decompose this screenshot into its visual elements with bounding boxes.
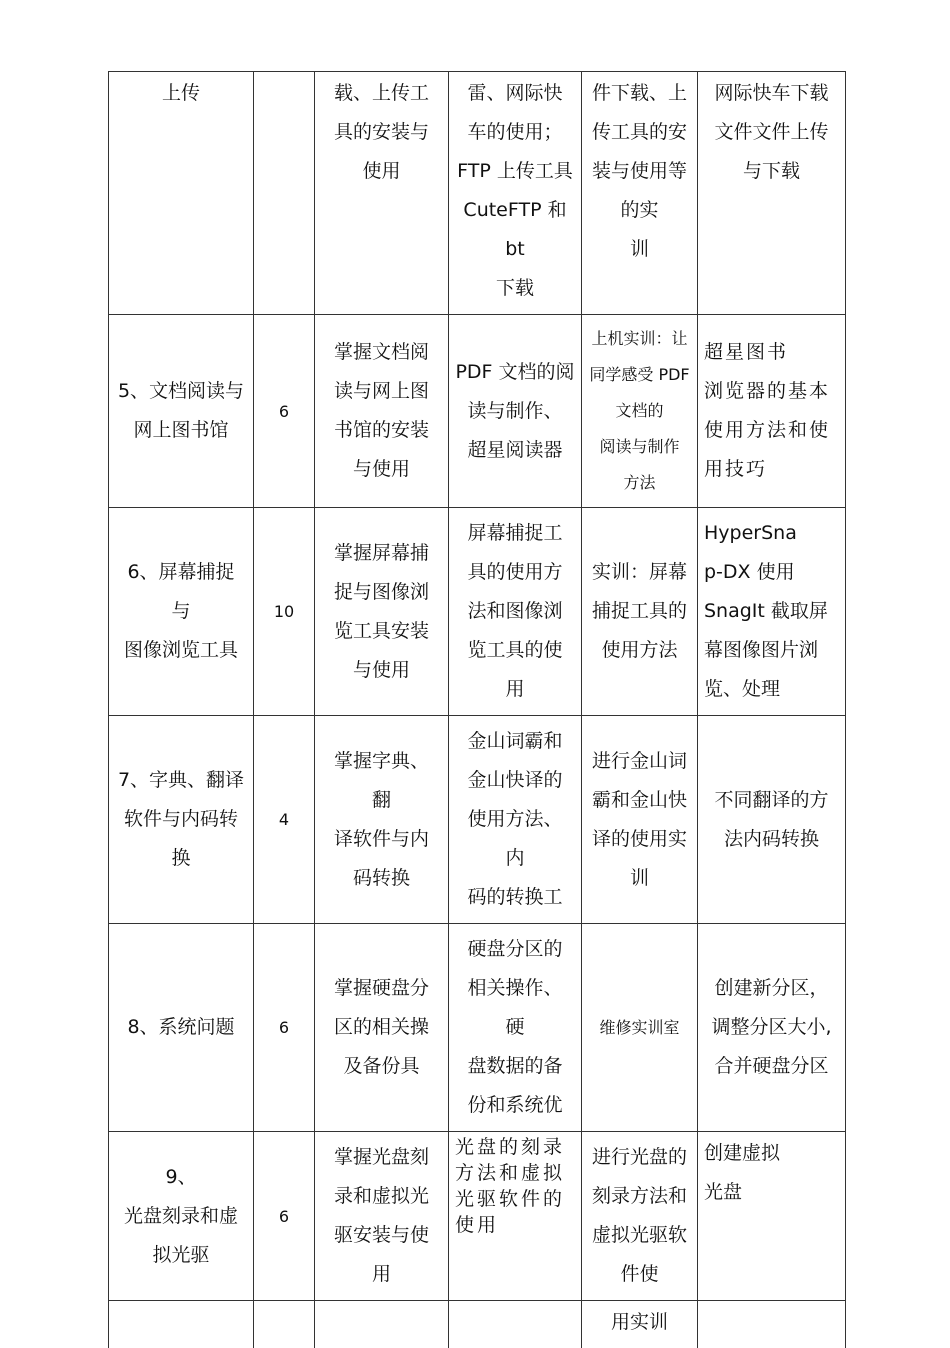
hours-cell: 6 — [254, 1132, 315, 1301]
content-cell: 硬盘分区的 相关操作、 硬 盘数据的备 份和系统优 — [449, 924, 582, 1132]
topic-cell: 8、系统问题 — [109, 924, 254, 1132]
content-cell: 光盘的刻录 方法和虚拟 光驱软件的 使用 — [449, 1132, 582, 1301]
content-cell: 金山词霸和 金山快译的 使用方法、 内 码的转换工 — [449, 716, 582, 924]
content-cell: 屏幕捕捉工 具的使用方 法和图像浏 览工具的使 用 — [449, 508, 582, 716]
table-row — [109, 1132, 846, 1301]
skills-cell — [698, 1301, 846, 1348]
practice-cell: 上机实训：让 同学感受 PDF 文档的 阅读与制作 方法 — [582, 315, 698, 508]
hours-cell — [254, 1301, 315, 1348]
goal-cell: 掌握屏幕捕 捉与图像浏 览工具安装 与使用 — [315, 508, 449, 716]
goal-cell — [315, 1301, 449, 1348]
topic-cell: 5、文档阅读与 网上图书馆 — [109, 315, 254, 508]
skills-cell: HyperSna p-DX 使用 SnagIt 截取屏 幕图像图片浏 览、处理 — [698, 508, 846, 716]
practice-cell: 用实训 — [582, 1301, 698, 1348]
practice-cell: 进行光盘的 刻录方法和 虚拟光驱软 件使 — [582, 1132, 698, 1301]
skills-cell: 创建新分区， 调整分区大小, 合并硬盘分区 — [698, 924, 846, 1132]
topic-cell: 6、屏幕捕捉 与 图像浏览工具 — [109, 508, 254, 716]
table-row — [109, 924, 846, 1132]
hours-cell: 4 — [254, 716, 315, 924]
skills-cell: 超星图书 浏览器的基本 使用方法和使 用技巧 — [698, 315, 846, 508]
course-table — [108, 71, 846, 1348]
topic-cell — [109, 1301, 254, 1348]
content-cell: PDF 文档的阅 读与制作、 超星阅读器 — [449, 315, 582, 508]
table-row — [109, 716, 846, 924]
topic-cell: 9、 光盘刻录和虚 拟光驱 — [109, 1132, 254, 1301]
hours-cell: 6 — [254, 924, 315, 1132]
content-cell: 雷、网际快 车的使用； FTP 上传工具 CuteFTP 和 bt 下载 — [449, 72, 582, 315]
hours-cell: 6 — [254, 315, 315, 508]
goal-cell: 掌握光盘刻 录和虚拟光 驱安装与使 用 — [315, 1132, 449, 1301]
hours-cell: 10 — [254, 508, 315, 716]
table-row — [109, 508, 846, 716]
topic-cell: 7、字典、翻译 软件与内码转 换 — [109, 716, 254, 924]
table-row — [109, 72, 846, 315]
skills-cell: 创建虚拟 光盘 — [698, 1132, 846, 1301]
skills-cell: 网际快车下载 文件文件上传 与下载 — [698, 72, 846, 315]
skills-cell: 不同翻译的方 法内码转换 — [698, 716, 846, 924]
practice-cell: 件下载、上 传工具的安 装与使用等 的实 训 — [582, 72, 698, 315]
goal-cell: 掌握文档阅 读与网上图 书馆的安装 与使用 — [315, 315, 449, 508]
table-row — [109, 1301, 846, 1348]
topic-cell: 上传 — [109, 72, 254, 315]
goal-cell: 掌握字典、 翻 译软件与内 码转换 — [315, 716, 449, 924]
goal-cell: 掌握硬盘分 区的相关操 及备份具 — [315, 924, 449, 1132]
practice-cell: 进行金山词 霸和金山快 译的使用实 训 — [582, 716, 698, 924]
practice-cell: 实训：屏幕 捕捉工具的 使用方法 — [582, 508, 698, 716]
table-row — [109, 315, 846, 508]
content-cell — [449, 1301, 582, 1348]
practice-cell: 维修实训室 — [582, 924, 698, 1132]
goal-cell: 载、上传工 具的安装与 使用 — [315, 72, 449, 315]
hours-cell — [254, 72, 315, 315]
